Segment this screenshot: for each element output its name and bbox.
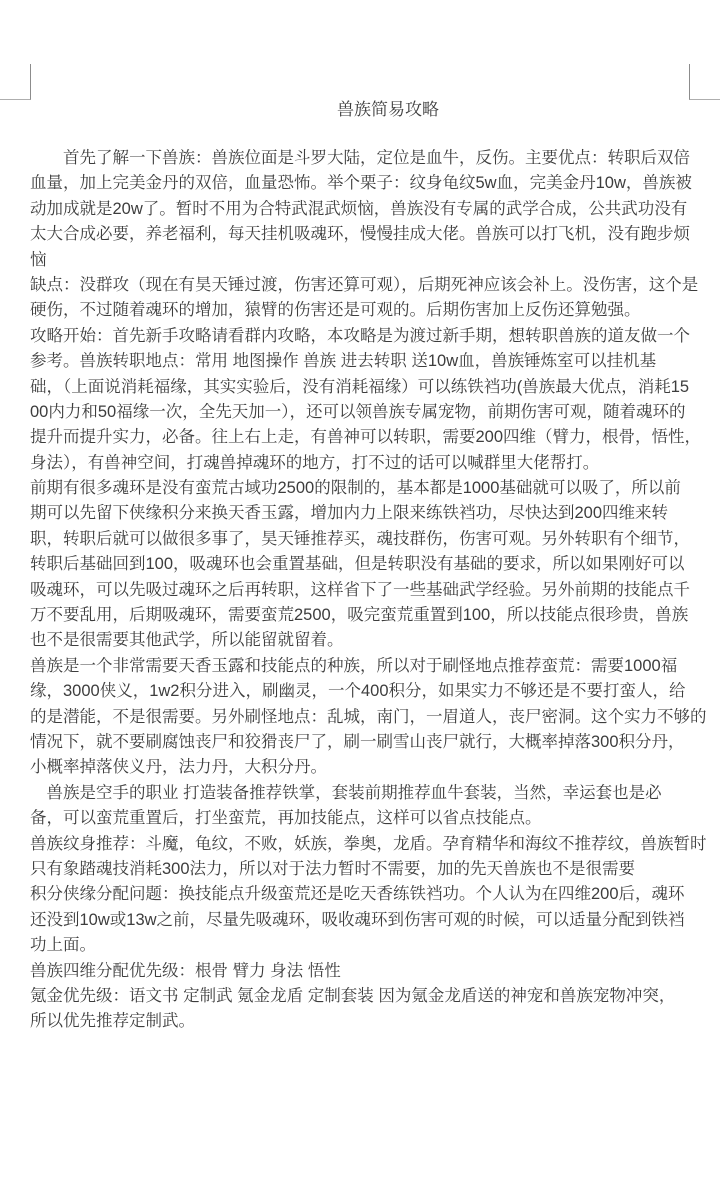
text-line: 的是潜能，不是很需要。另外刷怪地点：乱城，南门，一眉道人，丧尸密洞。这个实力不够的 [30,707,707,726]
text-line: 积分侠缘分配问题：换技能点升级蛮荒还是吃天香练铁裆功。个人认为在四维200后，魂环 [30,885,685,904]
text-line: 所以优先推荐定制武。 [30,1012,195,1031]
paragraph [30,882,694,958]
text-line: 缘，3000侠义，1w2积分进入，刷幽灵，一个400积分，如果实力不够还是不要打蛮人，给 [30,682,686,701]
text-line: 身法），有兽神空间，打魂兽掉魂环的地方，打不过的话可以喊群里大佬帮打。 [30,453,600,472]
paragraph [30,273,699,324]
text-line: 参考。兽族转职地点：常用 地图操作 兽族 进去转职 送10w血，兽族锤炼室可以挂机基 [30,352,657,371]
text-line: 备，可以蛮荒重置后，打坐蛮荒，再加技能点，这样可以省点技能点。 [30,809,542,828]
paragraph [30,146,694,273]
text-line: 功上面。 [30,936,96,955]
text-line: 00内力和50福缘一次，全先天加一），还可以领兽族专属宠物，前期伤害可观，随着魂环的 [30,402,686,421]
document-title: 兽族简易攻略 [337,100,439,119]
paragraph [30,959,694,984]
text-line: 太大合成必要，养老福利，每天挂机吸魂环，慢慢挂成大佬。兽族可以打飞机，没有跑步烦 [30,225,690,244]
text-line: 础，（上面说消耗福缘，其实实验后，没有消耗福缘）可以练铁裆功(兽族最大优点，消耗15 [30,377,690,396]
text-line: 动加成就是20w了。暂时不用为合特武混武烦恼，兽族没有专属的武学合成，公共武功没有 [30,199,688,218]
paragraph [30,781,694,832]
page-margin-corner-top-left-mark [0,64,31,100]
text-line: 兽族是空手的职业 打造装备推荐铁掌，套装前期推荐血牛套装，当然，幸运套也是必 [30,783,662,802]
text-line: 职，转职后就可以做很多事了，昊天锤推荐买，魂技群伤，伤害可观。另外转职有个细节， [30,529,690,548]
text-line: 情况下，就不要刷腐蚀丧尸和狡猾丧尸了，刷一刷雪山丧尸就行，大概率掉落300积分丹， [30,732,685,751]
text-line: 期可以先留下侠缘积分来换天香玉露，增加内力上限来练铁裆功，尽快达到200四维来转 [30,504,669,523]
text-line: 氪金优先级：语文书 定制武 氪金龙盾 定制套装 因为氪金龙盾送的神宠和兽族宠物冲突， [30,986,676,1005]
text-line: 攻略开始：首先新手攻略请看群内攻略，本攻略是为渡过新手期，想转职兽族的道友做一个 [30,326,690,345]
text-line: 吸魂环，可以先吸过魂环之后再转职，这样省下了一些基础武学经验。另外前期的技能点千 [30,580,690,599]
text-line: 兽族纹身推荐：斗魔，龟纹，不败，妖族，拳奥，龙盾。孕育精华和海纹不推荐纹，兽族暂时 [30,834,707,853]
text-line: 硬伤，不过随着魂环的增加，猿臂的伤害还是可观的。后期伤害加上反伤还算勉强。 [30,301,641,320]
paragraph [30,324,702,476]
text-line: 恼 [30,250,47,269]
paragraph [30,832,707,883]
text-line: 首先了解一下兽族：兽族位面是斗罗大陆，定位是血牛，反伤。主要优点：转职后双倍 [30,149,690,167]
paragraph [30,984,694,1035]
text-line: 提升而提升实力，必备。往上右上走，有兽神可以转职，需要200四维（臂力，根骨，悟性， [30,428,702,447]
text-line: 转职后基础回到100，吸魂环也会重置基础，但是转职没有基础的要求，所以如果刚好可以 [30,555,685,574]
paragraph [30,476,694,654]
text-line: 还没到10w或13w之前，尽量先吸魂环，吸收魂环到伤害可观的时候，可以适量分配到铁裆 [30,910,685,929]
text-line: 万不要乱用，后期吸魂环，需要蛮荒2500，吸完蛮荒重置到100，所以技能点很珍贵，兽族 [30,606,689,625]
paragraph [30,654,707,781]
text-line: 缺点：没群攻（现在有昊天锤过渡，伤害还算可观），后期死神应该会补上。没伤害，这个是 [30,275,699,294]
text-line: 只有象踏魂技消耗300法力，所以对于法力暂时不需要，加的先天兽族也不是很需要 [30,859,636,878]
document-body [30,146,707,1035]
text-line: 兽族四维分配优先级：根骨 臂力 身法 悟性 [30,961,341,980]
text-line: 血量，加上完美金丹的双倍，血量恐怖。举个栗子：纹身龟纹5w血，完美金丹10w，兽族被 [30,174,692,193]
text-line: 兽族是一个非常需要天香玉露和技能点的种族，所以对于刷怪地点推荐蛮荒：需要1000福 [30,656,678,675]
text-line: 也不是很需要其他武学，所以能留就留着。 [30,631,344,650]
page-margin-corner-top-right-mark [689,64,720,100]
text-line: 小概率掉落侠义丹，法力丹，大积分丹。 [30,758,327,777]
text-line: 前期有很多魂环是没有蛮荒古域功2500的限制的，基本都是1000基础就可以吸了，所以前 [30,479,681,498]
